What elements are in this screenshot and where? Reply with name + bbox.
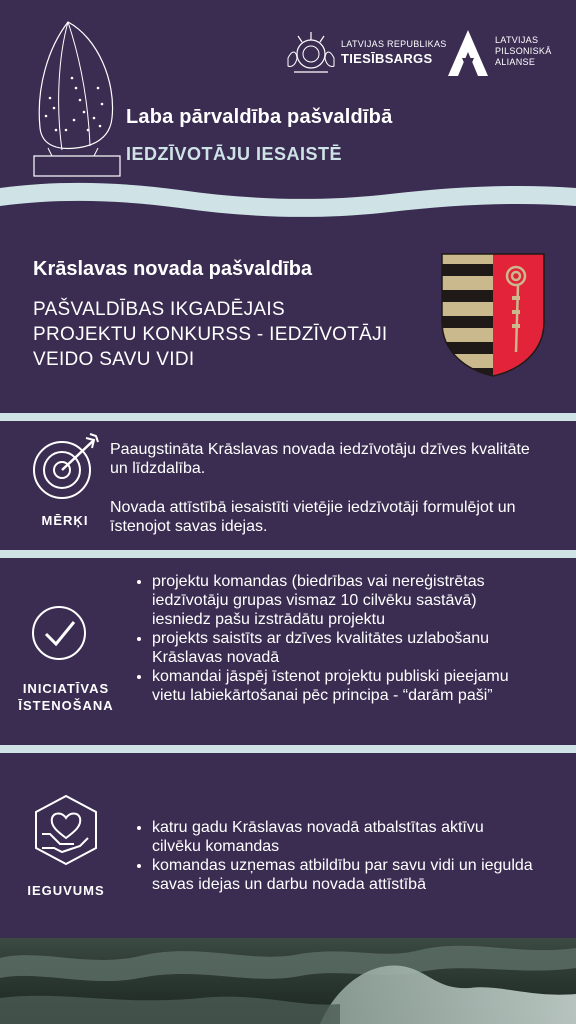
logo-lpa-line1: LATVIJAS [495, 35, 539, 45]
section-separator [0, 550, 576, 558]
project-title: PAŠVALDĪBAS IKGADĒJAIS PROJEKTU KONKURSS - IEDZĪVOTĀJI VEIDO SAVU VIDI [33, 299, 388, 370]
tiesibsargs-emblem-icon [284, 30, 338, 76]
section-separator [0, 745, 576, 753]
checkmark-circle-icon [30, 604, 88, 662]
implementation-label [8, 680, 124, 714]
target-icon [30, 432, 100, 502]
logo-tiesibsargs-line2: TIESĪBSARGS [341, 51, 433, 66]
benefit-list [134, 818, 534, 894]
goals-label: MĒRĶI [41, 513, 89, 528]
list-item: • projektu komandas (biedrības vai nereģistrētas iedzīvotāju grupas vismaz 10 cilvēku sastāvā) iesniedz pašu izstrādātu projektu [152, 572, 534, 629]
goals-paragraph-2: Novada attīstībā iesaistīti vietējie iedzīvotāji formulējot un īstenojot savas idejas. [110, 499, 516, 535]
implementation-label-line2: ĪSTENOŠANA [18, 698, 114, 713]
logo-lpa-line3: ALIANSE [495, 57, 536, 67]
award-statue-icon [28, 18, 128, 183]
implementation-label-line1: INICIATĪVAS [22, 681, 110, 696]
benefit-label: IEGUVUMS [27, 883, 105, 898]
section-separator [0, 413, 576, 421]
page-subtitle: IEDZĪVOTĀJU IESAISTĒ [126, 144, 343, 164]
list-item: • katru gadu Krāslavas novadā atbalstītas aktīvu cilvēku komandas [152, 818, 534, 856]
list-item: • komandas uzņemas atbildību par savu vidi un iegulda savas idejas un darbu novada attīstībā [152, 856, 534, 894]
coat-of-arms-icon [440, 252, 546, 378]
logo-tiesibsargs-line1: LATVIJAS REPUBLIKAS [341, 39, 447, 49]
logo-lpa-text [495, 35, 575, 68]
goals-text [110, 440, 550, 536]
goals-paragraph-1: Paaugstināta Krāslavas novada iedzīvotāju dzīves kvalitāte un līdzdalība. [110, 441, 530, 477]
list-item: • komandai jāspēj īstenot projektu publiski pieejamu vietu labiekārtošanai pēc principa - “darām paši” [152, 667, 534, 705]
sea-wave-photo [0, 938, 576, 1024]
municipality-name: Krāslavas novada pašvaldība [33, 258, 313, 280]
lpa-logo-icon [446, 28, 490, 78]
logo-lpa-line2: PILSONISKĀ [495, 46, 552, 56]
wave-divider [0, 180, 576, 220]
list-item: • projekts saistīts ar dzīves kvalitātes uzlabošanu Krāslavas novadā [152, 629, 534, 667]
implementation-list [134, 572, 534, 705]
page-title: Laba pārvaldība pašvaldībā [126, 106, 393, 128]
heart-hand-icon [28, 792, 104, 868]
